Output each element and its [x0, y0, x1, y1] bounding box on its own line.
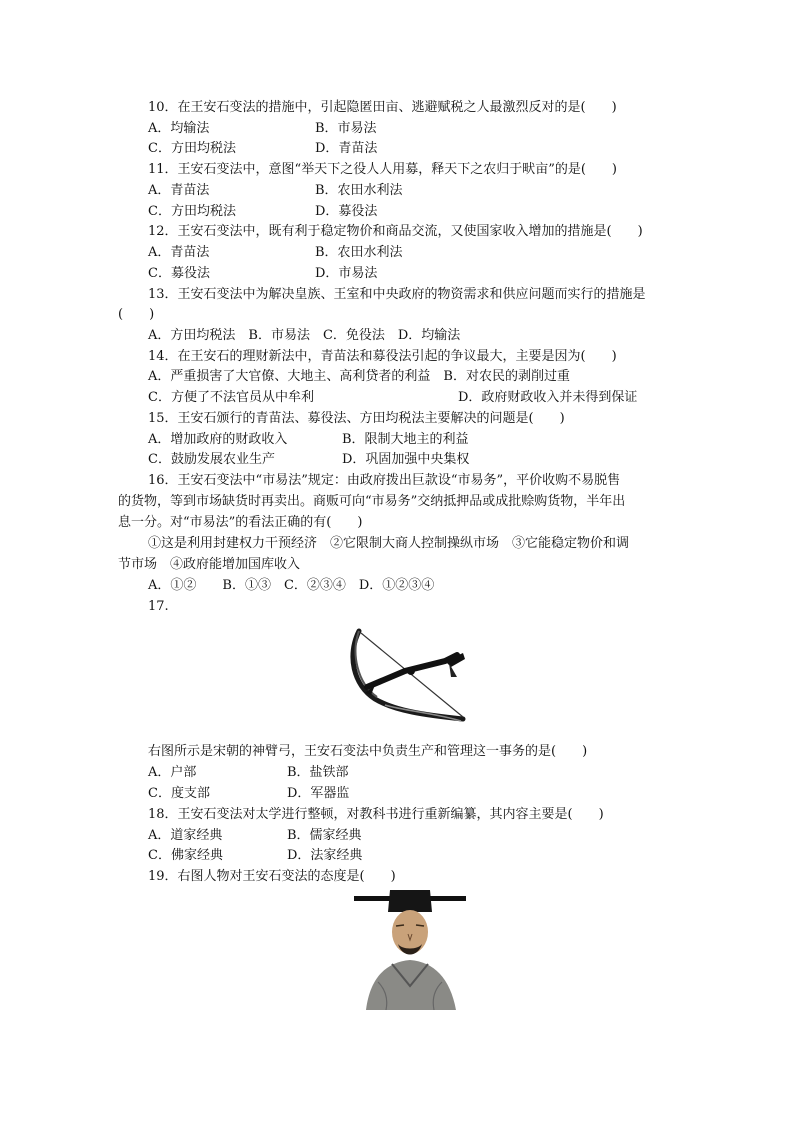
q18-option-d: D．法家经典 — [287, 848, 363, 863]
q11-option-a: A．青苗法 — [148, 183, 210, 198]
question-13-stem: 13．王安石变法中为解决皇族、王室和中央政府的物资需求和供应问题而实行的措施是 — [148, 287, 646, 302]
question-16-line4: ①这是利用封建权力干预经济 ②它限制大商人控制操纵市场 ③它能稳定物价和调 — [148, 536, 630, 551]
q11-option-c: C．方田均税法 — [148, 204, 236, 219]
q10-option-a: A．均输法 — [148, 121, 210, 136]
q17-option-c: C．度支部 — [148, 786, 210, 801]
q12-option-d: D．市易法 — [315, 266, 378, 281]
q16-options: A．①② B．①③ C．②③④ D．①②③④ — [148, 578, 435, 593]
question-16-line5: 节市场 ④政府能增加国库收入 — [118, 557, 301, 572]
q15-option-d: D．巩固加强中央集权 — [342, 452, 470, 467]
q11-option-b: B．农田水利法 — [315, 183, 403, 198]
song-official-portrait — [352, 886, 468, 1010]
question-17-stem: 右图所示是宋朝的神臂弓，王安石变法中负责生产和管理这一事务的是( ) — [148, 744, 588, 759]
question-16-line2: 的货物，等到市场缺货时再卖出。商贩可向“市易务”交纳抵押品或成批赊购货物，半年出 — [118, 494, 626, 509]
question-12-stem: 12．王安石变法中，既有利于稳定物价和商品交流，又使国家收入增加的措施是( ) — [148, 224, 643, 239]
q18-option-b: B．儒家经典 — [287, 828, 362, 843]
q14-option-c: C．方便了不法官员从中牟利 — [148, 390, 314, 405]
q15-option-a: A．增加政府的财政收入 — [148, 432, 288, 447]
q17-option-d: D．军器监 — [287, 786, 350, 801]
q18-option-a: A．道家经典 — [148, 828, 223, 843]
crossbow-illustration — [345, 625, 471, 725]
q17-option-b: B．盐铁部 — [287, 765, 349, 780]
question-18-stem: 18．王安石变法对太学进行整顿，对教科书进行重新编纂，其内容主要是( ) — [148, 807, 604, 822]
q14-options-ab: A．严重损害了大官僚、大地主、高利贷者的利益 B．对农民的剥削过重 — [148, 369, 570, 384]
question-15-stem: 15．王安石颁行的青苗法、募役法、方田均税法主要解决的问题是( ) — [148, 411, 565, 426]
q10-option-c: C．方田均税法 — [148, 141, 236, 156]
q10-option-b: B．市易法 — [315, 121, 377, 136]
q15-option-b: B．限制大地主的利益 — [342, 432, 469, 447]
q18-option-c: C．佛家经典 — [148, 848, 223, 863]
question-19-stem: 19．右图人物对王安石变法的态度是( ) — [148, 869, 396, 884]
q13-options: A．方田均税法 B．市易法 C．免役法 D．均输法 — [148, 328, 461, 343]
question-17-number: 17. — [148, 599, 169, 614]
question-11-stem: 11．王安石变法中，意图“举天下之役人人用募，释天下之农归于畎亩”的是( ) — [148, 162, 617, 177]
question-10-stem: 10．在王安石变法的措施中，引起隐匿田亩、逃避赋税之人最激烈反对的是( ) — [148, 100, 617, 115]
q17-option-a: A．户部 — [148, 765, 197, 780]
q12-option-b: B．农田水利法 — [315, 245, 403, 260]
q11-option-d: D．募役法 — [315, 204, 378, 219]
q15-option-c: C．鼓励发展农业生产 — [148, 452, 275, 467]
q12-option-a: A．青苗法 — [148, 245, 210, 260]
question-13-stem-cont: ( ) — [118, 307, 155, 322]
question-16-line1: 16．王安石变法中“市易法”规定：由政府拨出巨款设“市易务”，平价收购不易脱售 — [148, 473, 621, 488]
question-14-stem: 14．在王安石的理财新法中，青苗法和募役法引起的争议最大，主要是因为( ) — [148, 349, 617, 364]
q14-option-d: D．政府财政收入并未得到保证 — [458, 390, 638, 405]
q10-option-d: D．青苗法 — [315, 141, 378, 156]
q12-option-c: C．募役法 — [148, 266, 210, 281]
question-16-line3: 息一分。对“市易法”的看法正确的有( ) — [118, 515, 363, 530]
